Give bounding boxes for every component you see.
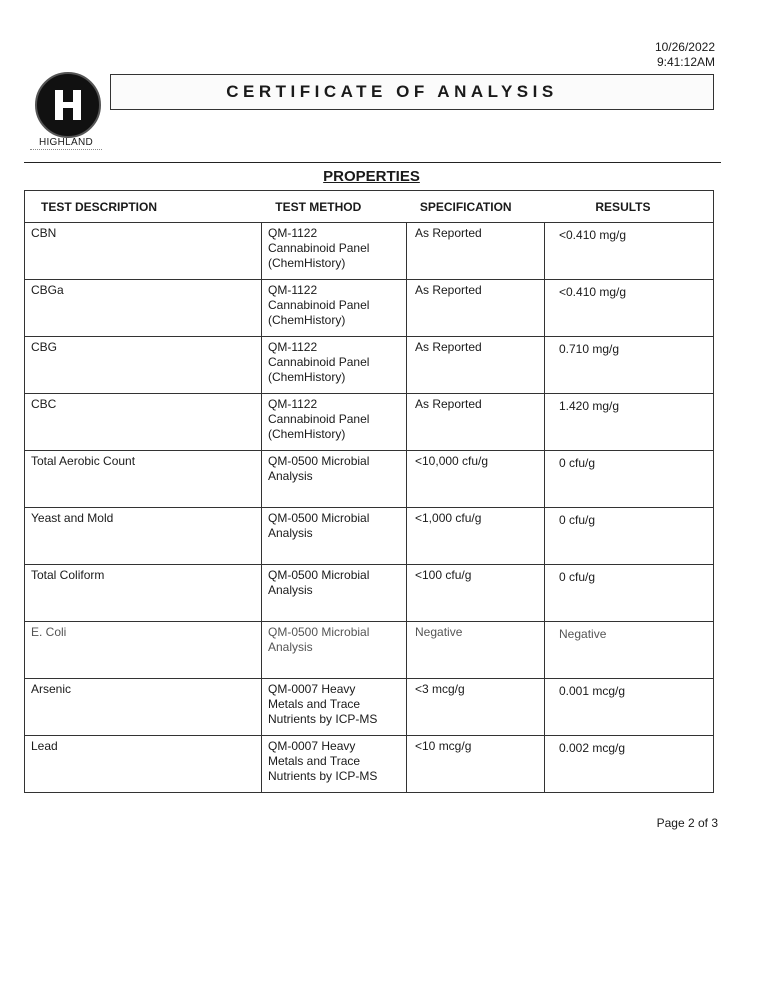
method-line: Metals and Trace	[268, 697, 361, 711]
method-line: Cannabinoid Panel	[268, 412, 370, 426]
document-title: CERTIFICATE OF ANALYSIS	[226, 82, 558, 101]
method-line: Analysis	[268, 526, 313, 540]
cell-method	[262, 394, 407, 450]
header-divider	[24, 162, 721, 163]
cell-method	[262, 451, 407, 507]
cell-specification: <10,000 cfu/g	[407, 451, 545, 507]
cell-method	[262, 736, 407, 792]
cell-result: 0.002 mcg/g	[559, 741, 626, 755]
cell-specification: <1,000 cfu/g	[407, 508, 545, 564]
company-name: HIGHLAND	[38, 137, 94, 148]
cell-result: 0 cfu/g	[559, 456, 596, 470]
cell-description: CBG	[25, 337, 262, 393]
column-header-specification: SPECIFICATION	[419, 199, 512, 214]
cell-specification: Negative	[407, 622, 545, 678]
cell-description: Total Aerobic Count	[25, 451, 262, 507]
cell-result: 0 cfu/g	[559, 570, 596, 584]
method-line: Analysis	[268, 583, 313, 597]
cell-description: CBN	[25, 223, 262, 279]
cell-description: Lead	[25, 736, 262, 792]
cell-specification: As Reported	[407, 337, 545, 393]
column-header-method: TEST METHOD	[275, 199, 362, 214]
table-row	[25, 450, 713, 507]
table-row	[25, 735, 713, 792]
column-header-description: TEST DESCRIPTION	[41, 199, 158, 214]
cell-method	[262, 223, 407, 279]
method-line: Nutrients by ICP-MS	[268, 769, 378, 783]
cell-specification: As Reported	[407, 280, 545, 336]
table-row	[25, 507, 713, 564]
cell-description: E. Coli	[25, 622, 262, 678]
cell-result: 0 cfu/g	[559, 513, 596, 527]
method-line: QM-1122	[268, 397, 318, 411]
cell-result: Negative	[559, 627, 607, 641]
cell-method	[262, 337, 407, 393]
method-line: (ChemHistory)	[268, 370, 346, 384]
company-logo	[35, 72, 101, 138]
cell-result: 1.420 mg/g	[559, 399, 620, 413]
print-datetime	[655, 40, 715, 70]
cell-result: <0.410 mg/g	[559, 285, 627, 299]
cell-result: 0.001 mcg/g	[559, 684, 626, 698]
cell-description: Yeast and Mold	[25, 508, 262, 564]
method-line: (ChemHistory)	[268, 256, 346, 270]
method-line: Cannabinoid Panel	[268, 298, 370, 312]
method-line: QM-0500 Microbial	[268, 625, 370, 639]
method-line: Cannabinoid Panel	[268, 241, 370, 255]
h-letter-icon	[55, 90, 81, 120]
method-line: QM-0500 Microbial	[268, 568, 370, 582]
cell-specification: <3 mcg/g	[407, 679, 545, 735]
method-line: Analysis	[268, 640, 313, 654]
column-header-results: RESULTS	[595, 199, 651, 214]
cell-result: <0.410 mg/g	[559, 228, 627, 242]
table-body	[25, 223, 713, 792]
document-title-box	[110, 74, 714, 110]
cell-description: Total Coliform	[25, 565, 262, 621]
method-line: QM-0007 Heavy	[268, 682, 356, 696]
properties-table	[24, 190, 714, 793]
cell-description: CBC	[25, 394, 262, 450]
table-row	[25, 336, 713, 393]
table-row	[25, 393, 713, 450]
cell-specification: <10 mcg/g	[407, 736, 545, 792]
cell-result: 0.710 mg/g	[559, 342, 620, 356]
cell-specification: As Reported	[407, 394, 545, 450]
table-row	[25, 279, 713, 336]
method-line: QM-0500 Microbial	[268, 454, 370, 468]
cell-method	[262, 679, 407, 735]
cell-method	[262, 508, 407, 564]
table-row	[25, 678, 713, 735]
cell-method	[262, 280, 407, 336]
cell-description: CBGa	[25, 280, 262, 336]
table-row	[25, 564, 713, 621]
table-row	[25, 621, 713, 678]
method-line: (ChemHistory)	[268, 313, 346, 327]
cell-method	[262, 565, 407, 621]
method-line: Metals and Trace	[268, 754, 361, 768]
company-tagline-line	[30, 149, 102, 152]
cell-description: Arsenic	[25, 679, 262, 735]
cell-specification: <100 cfu/g	[407, 565, 545, 621]
section-title: PROPERTIES	[323, 168, 420, 185]
print-time: 9:41:12AM	[656, 55, 715, 69]
print-date: 10/26/2022	[654, 40, 715, 54]
method-line: QM-1122	[268, 340, 318, 354]
method-line: QM-0007 Heavy	[268, 739, 356, 753]
cell-method	[262, 622, 407, 678]
method-line: Nutrients by ICP-MS	[268, 712, 378, 726]
method-line: QM-0500 Microbial	[268, 511, 370, 525]
table-row	[25, 223, 713, 279]
method-line: QM-1122	[268, 226, 318, 240]
table-header	[25, 191, 713, 223]
cell-specification: As Reported	[407, 223, 545, 279]
method-line: Cannabinoid Panel	[268, 355, 370, 369]
method-line: Analysis	[268, 469, 313, 483]
page-number: Page 2 of 3	[656, 816, 718, 830]
method-line: (ChemHistory)	[268, 427, 346, 441]
method-line: QM-1122	[268, 283, 318, 297]
